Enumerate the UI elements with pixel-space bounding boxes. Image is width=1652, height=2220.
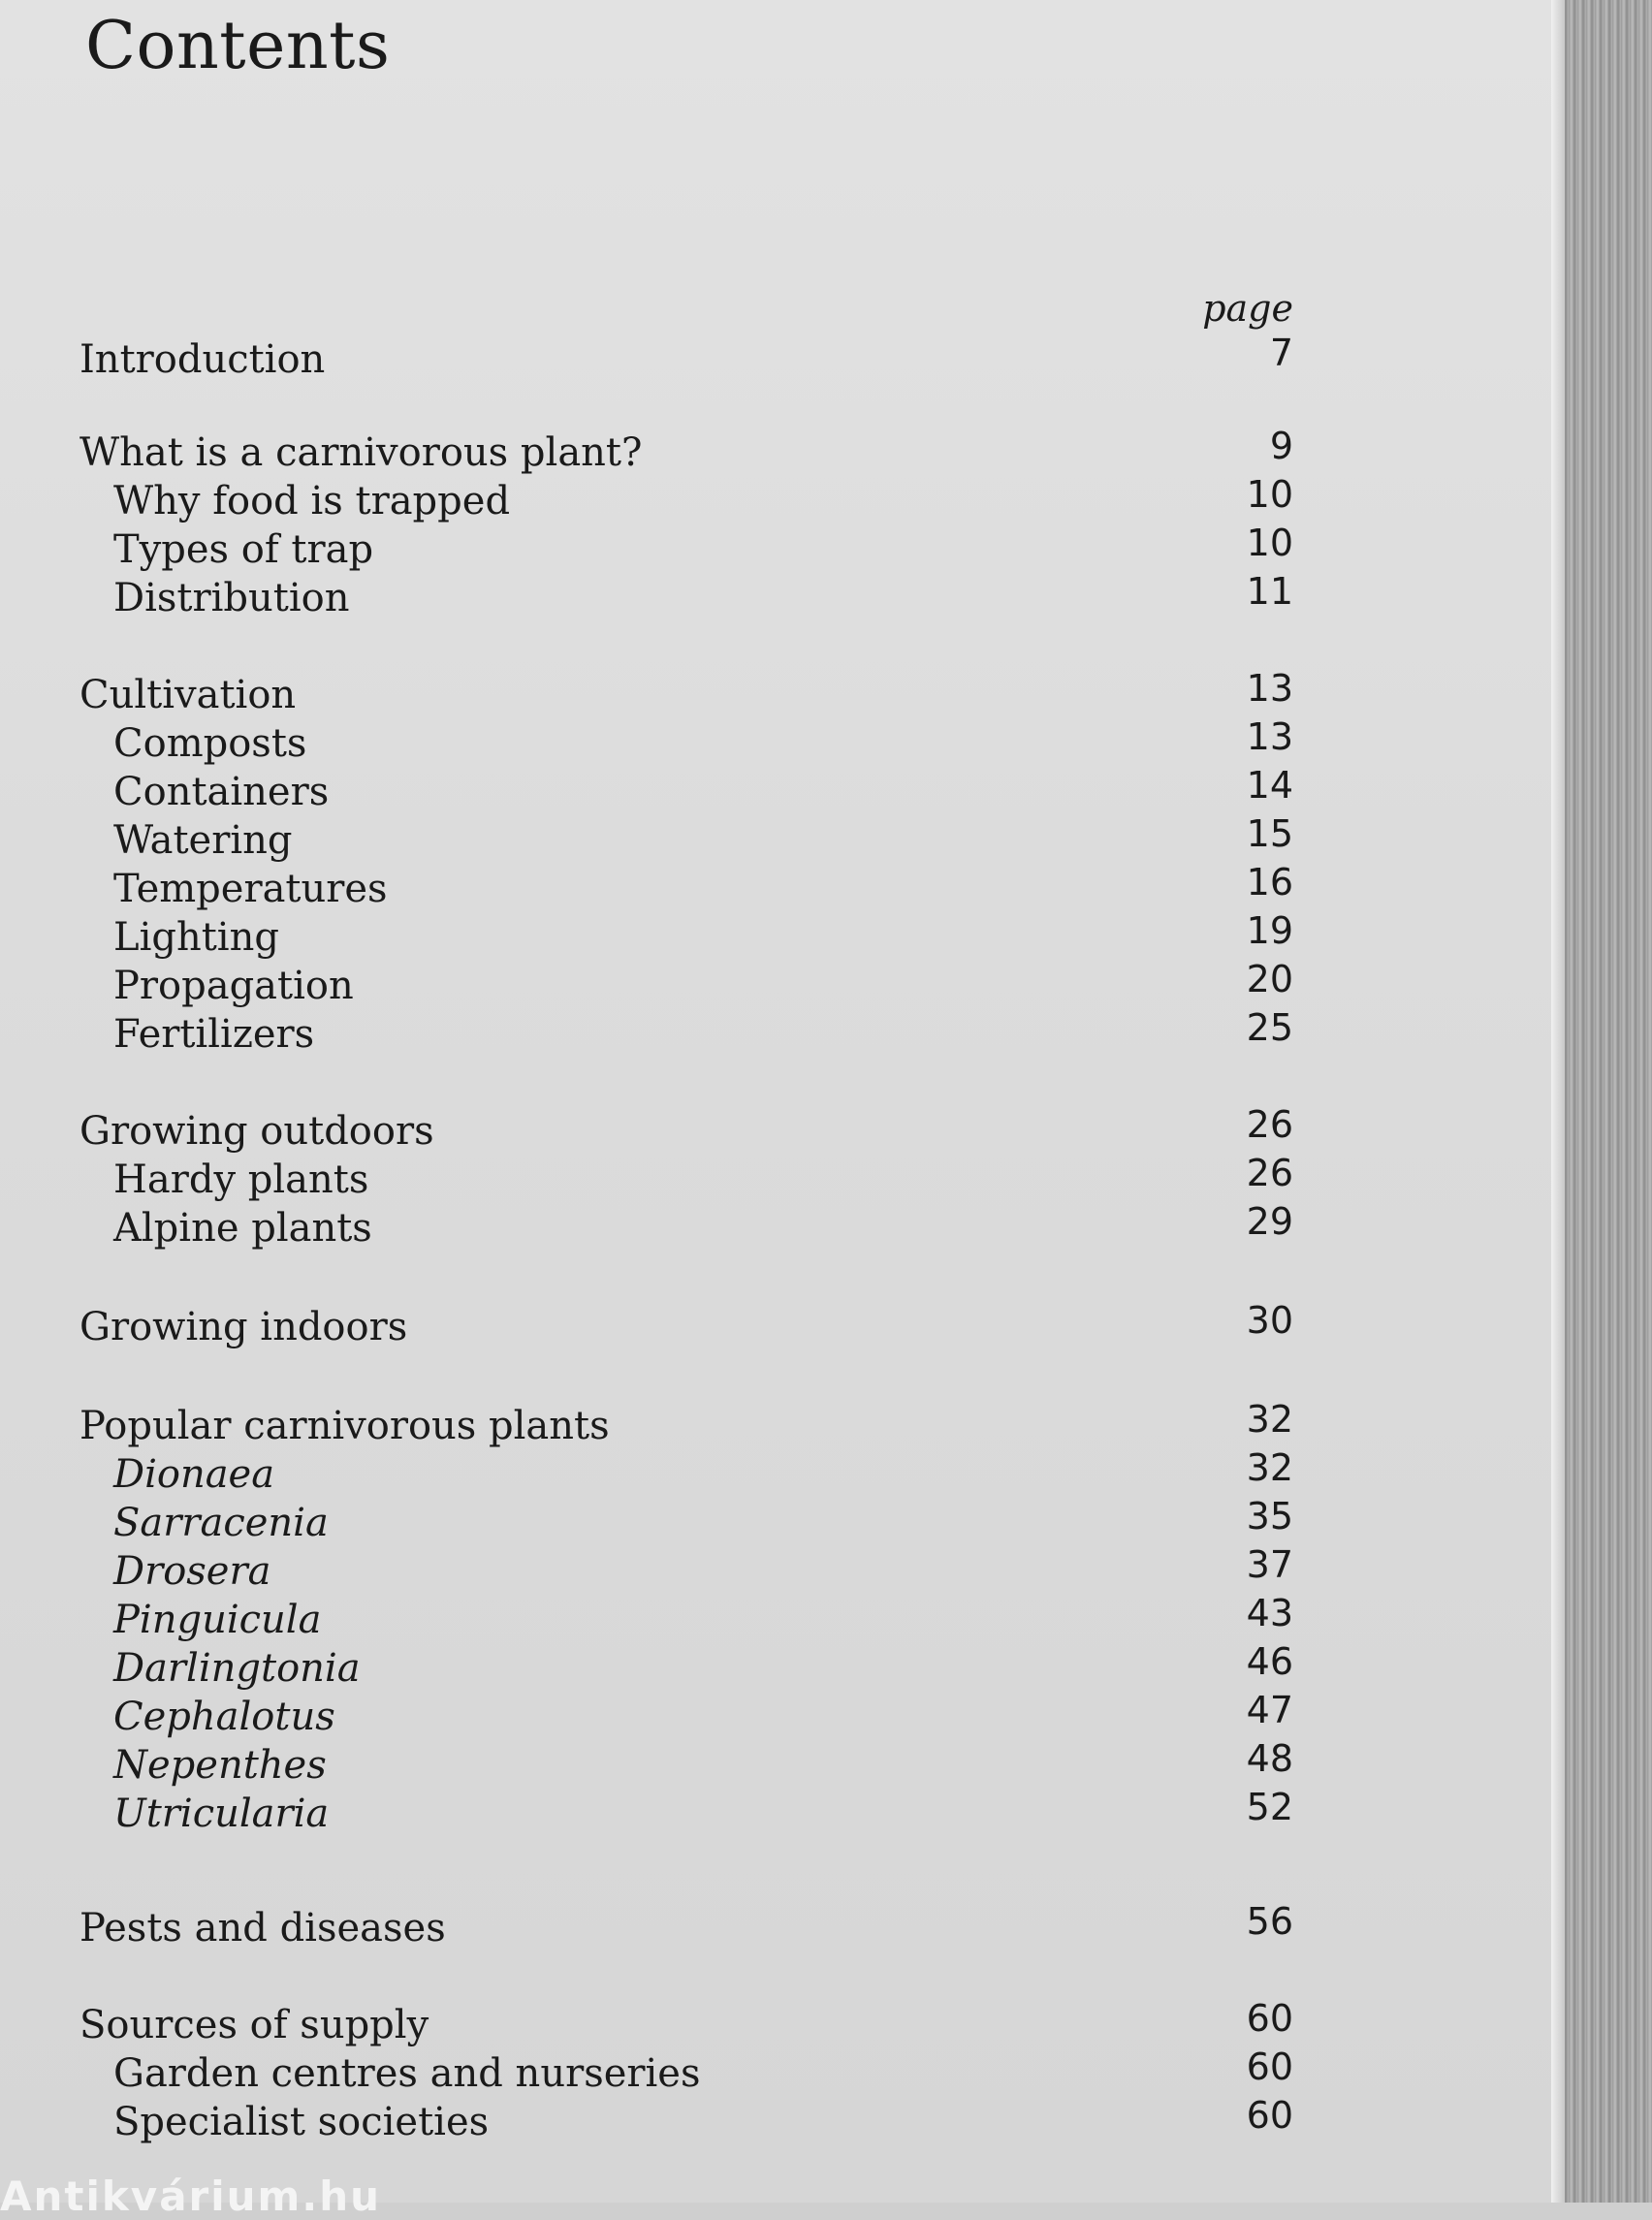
toc-entry-label: Sources of supply xyxy=(79,2003,429,2047)
toc-entry-page: 35 xyxy=(1246,1495,1293,1538)
toc-entry-page: 16 xyxy=(1246,861,1293,904)
toc-row xyxy=(0,1640,1551,1695)
watermark: Antikvárium.hu xyxy=(0,2172,382,2220)
toc-entry-label: Alpine plants xyxy=(113,1206,372,1251)
toc-entry-page: 11 xyxy=(1246,570,1293,613)
toc-entry-label: Distribution xyxy=(113,576,350,620)
toc-entry-label: Pinguicula xyxy=(113,1598,322,1642)
toc-entry-label: Sarracenia xyxy=(113,1501,329,1545)
toc-entry-page: 37 xyxy=(1246,1543,1293,1586)
toc-row xyxy=(0,812,1551,867)
toc-row xyxy=(0,1446,1551,1501)
toc-entry-page: 60 xyxy=(1246,2046,1293,2088)
toc-entry-page: 10 xyxy=(1246,473,1293,516)
toc-row xyxy=(0,1900,1551,1954)
toc-row xyxy=(0,861,1551,915)
toc-entry-label: Pests and diseases xyxy=(79,1906,446,1950)
toc-row xyxy=(0,764,1551,818)
toc-entry-label: Lighting xyxy=(113,915,279,960)
toc-row xyxy=(0,2046,1551,2100)
toc-entry-page: 32 xyxy=(1246,1398,1293,1441)
toc-entry-page: 60 xyxy=(1246,1997,1293,2040)
toc-row xyxy=(0,1689,1551,1743)
toc-entry-label: What is a carnivorous plant? xyxy=(79,430,643,475)
toc-row xyxy=(0,1006,1551,1061)
toc-entry-label: Composts xyxy=(113,721,307,766)
toc-entry-page: 7 xyxy=(1269,332,1293,374)
toc-entry-page: 25 xyxy=(1246,1006,1293,1049)
toc-row xyxy=(0,570,1551,624)
toc-entry-label: Temperatures xyxy=(113,867,388,911)
toc-entry-label: Growing indoors xyxy=(79,1305,408,1349)
toc-entry-label: Why food is trapped xyxy=(113,479,511,523)
toc-row xyxy=(0,1152,1551,1206)
toc-row xyxy=(0,667,1551,721)
toc-row xyxy=(0,1543,1551,1598)
toc-entry-label: Introduction xyxy=(79,337,326,382)
toc-entry-page: 43 xyxy=(1246,1592,1293,1634)
toc-entry-label: Cephalotus xyxy=(113,1695,335,1739)
toc-entry-label: Popular carnivorous plants xyxy=(79,1404,610,1448)
toc-row xyxy=(0,425,1551,479)
toc-entry-page: 47 xyxy=(1246,1689,1293,1731)
toc-entry-label: Watering xyxy=(113,818,293,863)
toc-entry-label: Hardy plants xyxy=(113,1158,369,1202)
toc-row xyxy=(0,473,1551,527)
toc-row xyxy=(0,2094,1551,2148)
toc-row xyxy=(0,909,1551,964)
toc-entry-page: 29 xyxy=(1246,1200,1293,1243)
toc-entry-label: Types of trap xyxy=(113,527,374,572)
toc-entry-page: 60 xyxy=(1246,2094,1293,2137)
toc-entry-page: 56 xyxy=(1246,1900,1293,1943)
toc-entry-page: 32 xyxy=(1246,1446,1293,1489)
toc-row xyxy=(0,1786,1551,1840)
toc-entry-page: 15 xyxy=(1246,812,1293,855)
toc-entry-label: Growing outdoors xyxy=(79,1109,434,1154)
toc-entry-label: Propagation xyxy=(113,964,354,1008)
toc-row xyxy=(0,1495,1551,1549)
toc-entry-label: Specialist societies xyxy=(113,2100,490,2144)
toc-entry-page: 10 xyxy=(1246,522,1293,564)
toc-entry-page: 30 xyxy=(1246,1299,1293,1342)
toc-row xyxy=(0,958,1551,1012)
toc-entry-page: 52 xyxy=(1246,1786,1293,1828)
toc-entry-page: 20 xyxy=(1246,958,1293,1000)
toc-entry-label: Containers xyxy=(113,770,330,814)
toc-entry-label: Garden centres and nurseries xyxy=(113,2051,701,2096)
toc-entry-label: Cultivation xyxy=(79,673,297,717)
page-edge-stack xyxy=(1551,0,1652,2203)
toc-row xyxy=(0,1997,1551,2051)
toc-entry-label: Dionaea xyxy=(113,1452,275,1497)
page-title: Contents xyxy=(85,8,391,84)
toc-row xyxy=(0,1398,1551,1452)
toc-entry-label: Drosera xyxy=(113,1549,271,1594)
toc-entry-page: 46 xyxy=(1246,1640,1293,1683)
toc-entry-label: Fertilizers xyxy=(113,1012,315,1057)
toc-entry-page: 13 xyxy=(1246,667,1293,710)
toc-entry-page: 9 xyxy=(1269,425,1293,467)
toc-row xyxy=(0,1103,1551,1158)
toc-entry-page: 48 xyxy=(1246,1737,1293,1780)
toc-row xyxy=(0,1200,1551,1254)
page-column-label: page xyxy=(1202,287,1293,330)
toc-row xyxy=(0,522,1551,576)
toc-entry-page: 19 xyxy=(1246,909,1293,952)
toc-entry-page: 26 xyxy=(1246,1103,1293,1146)
toc-row xyxy=(0,1737,1551,1792)
toc-row xyxy=(0,332,1551,386)
toc-entry-label: Nepenthes xyxy=(113,1743,327,1788)
toc-row xyxy=(0,1299,1551,1353)
toc-entry-page: 14 xyxy=(1246,764,1293,807)
toc-entry-label: Utricularia xyxy=(113,1792,330,1836)
toc-row xyxy=(0,715,1551,770)
toc-entry-label: Darlingtonia xyxy=(113,1646,361,1691)
toc-entry-page: 26 xyxy=(1246,1152,1293,1194)
toc-row xyxy=(0,1592,1551,1646)
toc-entry-page: 13 xyxy=(1246,715,1293,758)
